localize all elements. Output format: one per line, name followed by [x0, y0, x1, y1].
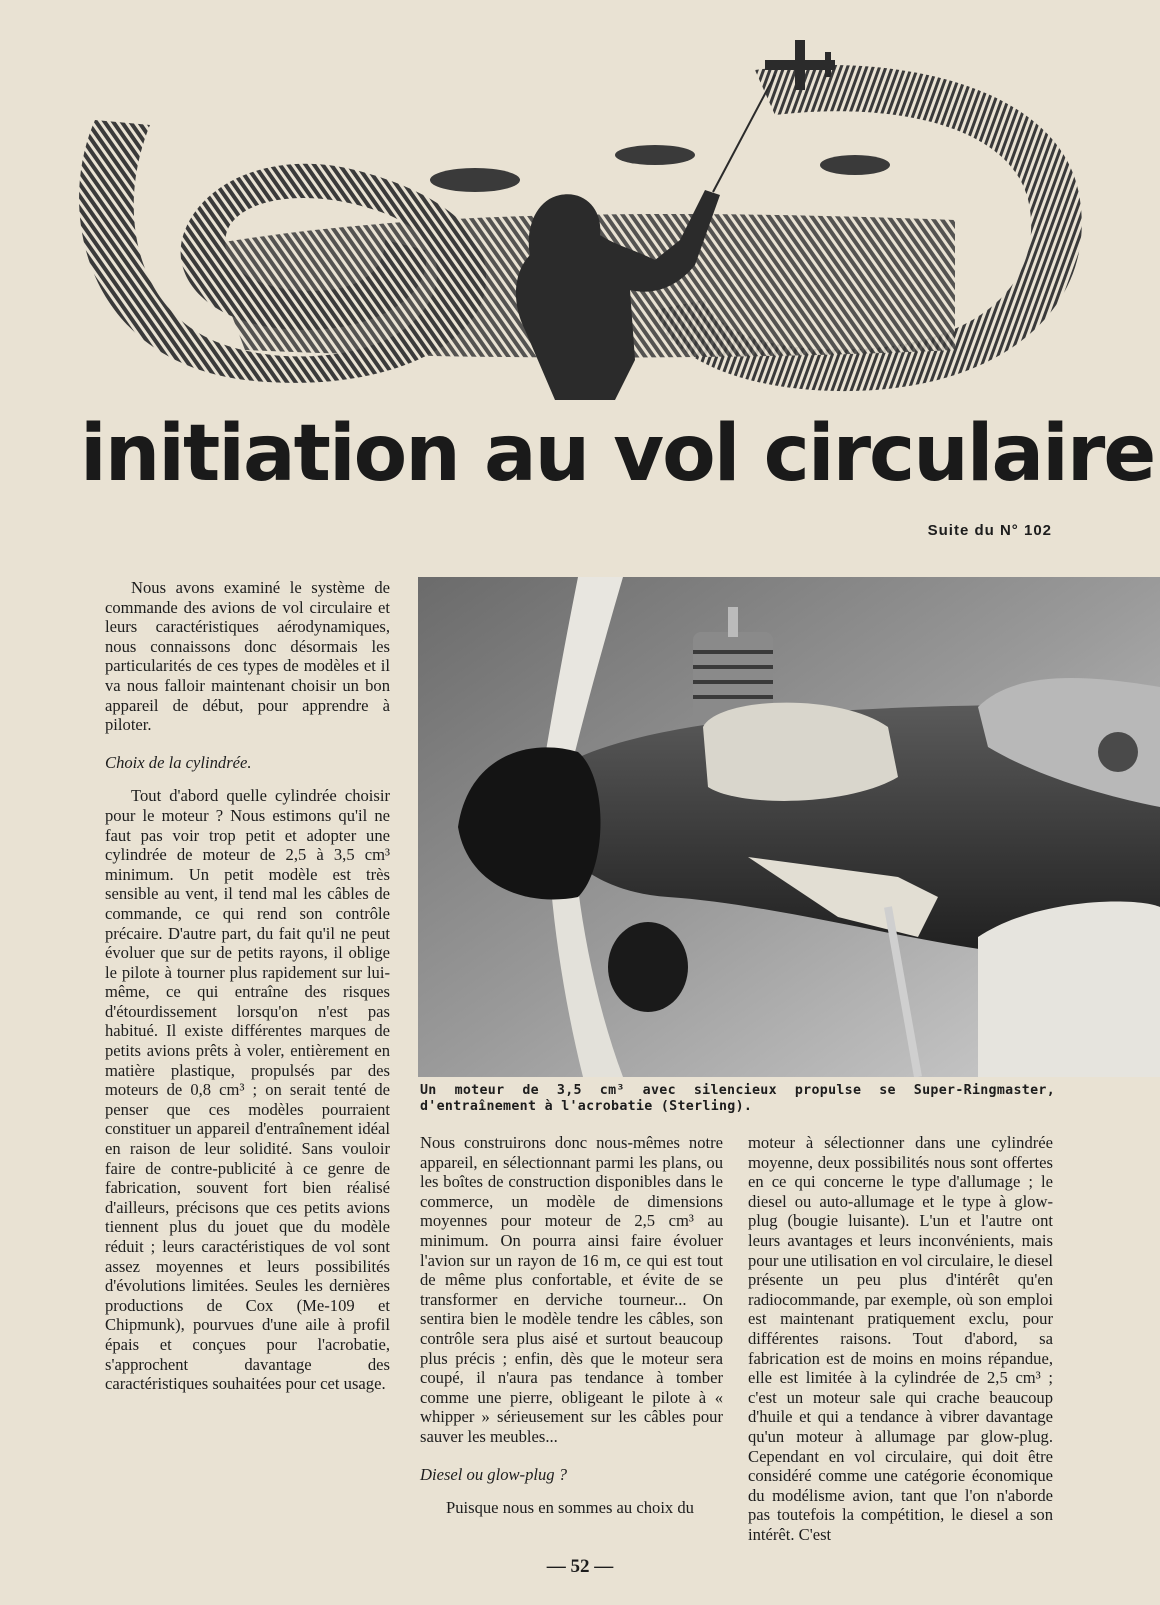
section-heading-diesel: Diesel ou glow-plug ?: [420, 1464, 568, 1484]
diesel-paragraph-continued: moteur à sélectionner dans une cylindrée moyenne, deux possibilités nous sont offertes en ce qui concerne le type d'allumage ; le diesel ou auto-allumage et le type à glow-plug (bougie luisante). L'un et l'autre ont leurs avantages et leurs inconvénients, mais pour une utilisation en vol circulaire, le diesel présente un peu plus d'intérêt qu'en radiocommande, par exemple, où son emploi est maintenant pratiquement exclu, pour différentes raisons. Tout d'abord, sa fabrication est de moins en moins répandue, elle est limitée à la cylindrée de 2,5 cm³ ; c'est un moteur sale qui crache beaucoup d'huile et qui a tendance à vibrer davantage qu'un moteur à allumage par glow-plug. Cependant en vol circulaire, qui doit être considéré comme une catégorie économique du modélisme avion, tant que l'on n'aborde pas toutefois la compétition, le diesel a son intérêt. C'est: [748, 1133, 1053, 1544]
engine-photo: [418, 577, 1160, 1077]
article-column-3: [748, 1133, 1053, 1545]
article-column-2: [420, 1133, 723, 1528]
section-heading-cylindree: Choix de la cylindrée.: [105, 752, 252, 772]
page-number: — 52 —: [546, 1556, 614, 1577]
article-title: initiation au vol circulaire: [80, 409, 1155, 499]
issue-reference: Suite du N° 102: [927, 522, 1052, 539]
construction-paragraph: Nous construirons donc nous-mêmes notre appareil, en sélectionnant parmi les plans, ou les boîtes de construction disponibles dans le commerce, un modèle de dimensions moyennes pour moteur de 2,5 cm³ au minimum. On pourra ainsi faire évoluer l'avion sur un rayon de 16 m, ce qui est tout de même plus confortable, et évite de se transformer en derviche tourneur... On sentira bien le modèle tendre les câbles, son contrôle sera plus aisé et surtout beaucoup plus précis ; enfin, dès que le moteur sera coupé, il n'aura pas tendance à tomber comme une pierre, obligeant le pilote à « whipper » sérieusement sur les câbles pour sauver les meubles...: [420, 1133, 723, 1446]
header-illustration: [55, 30, 1095, 410]
intro-paragraph: Nous avons examiné le système de commande des avions de vol circulaire et leurs caractéristiques aérodynamiques, nous connaissons donc désormais les particularités de ces types de modèles et il va nous falloir maintenant choisir un bon appareil de début, pour apprendre à piloter.: [105, 578, 390, 735]
cylindree-paragraph: Tout d'abord quelle cylindrée choisir pour le moteur ? Nous estimons qu'il ne faut pas voir trop petit et adopter une cylindrée de moteur de 2,5 à 3,5 cm³ minimum. Un petit modèle est très sensible au vent, il tend mal les câbles de commande, ce qui rend son contrôle précaire. D'autre part, du fait qu'il ne peut évoluer que sur de petits rayons, il oblige le pilote à tourner plus rapidement sur lui-même, ce qui entraîne des risques d'étourdissement lorsqu'on n'est pas habitué. Il existe différentes marques de petits avions prêts à voler, entièrement en matière plastique, propulsés par des moteurs de 0,8 cm³ ; on serait tenté de penser que ces modèles pourraient constituer un appareil d'entraînement idéal en raison de leur solidité. Sans vouloir faire de contre-publicité à ce genre de fabrication, souvent fort bien réalisé d'ailleurs, précisons que ces petits avions tiennent plus du jouet que du modèle réduit ; leurs caractéristiques de vol sont assez moyennes et leurs possibilités d'évolutions limitées. Seules les dernières productions de Cox (Me-109 et Chipmunk), pourvues d'une aile à profil épais et conçues pour l'acrobatie, s'approchent davantage des caractéristiques souhaitées pour cet usage.: [105, 786, 390, 1394]
diesel-paragraph: Puisque nous en sommes au choix du: [446, 1498, 694, 1518]
photo-caption: Un moteur de 3,5 cm³ avec silencieux propulse se Super-Ringmaster, d'entraînement à l'acrobatie (Sterling).: [420, 1083, 1055, 1114]
article-column-1: [105, 578, 390, 1404]
